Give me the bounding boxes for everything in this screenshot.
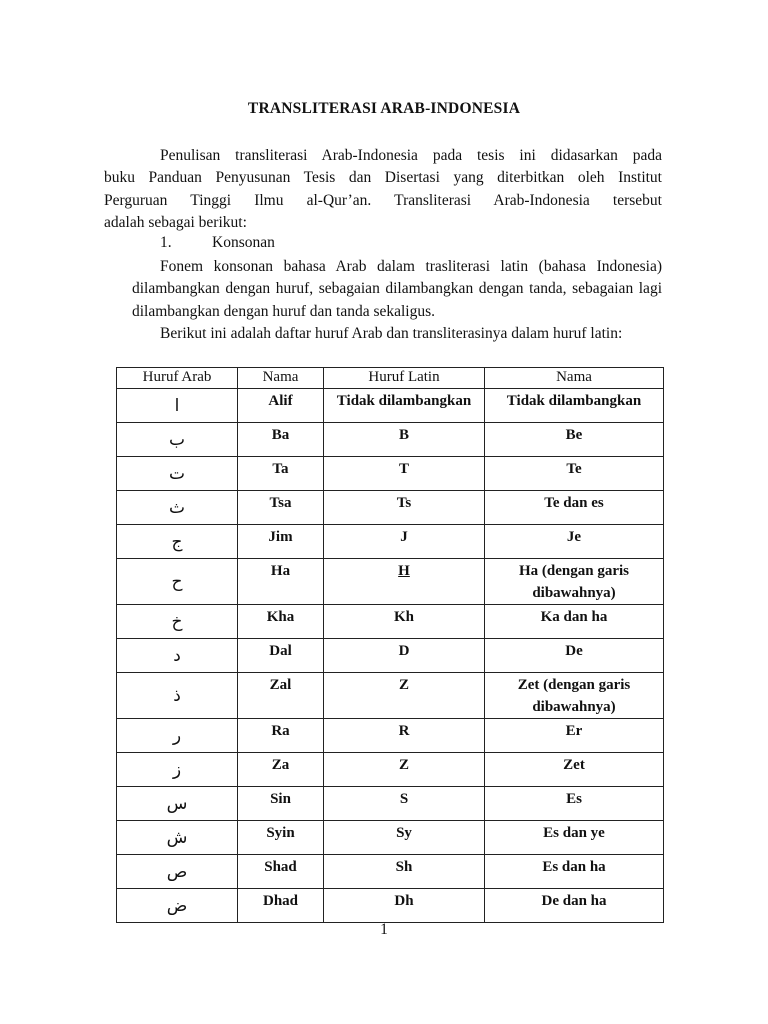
cell-nama-latin: Er bbox=[485, 719, 664, 753]
cell-nama-latin: Es dan ha bbox=[485, 855, 664, 889]
cell-huruf-latin: R bbox=[324, 719, 485, 753]
table-row bbox=[117, 889, 664, 923]
cell-nama: Ba bbox=[238, 423, 324, 457]
cell-nama-latin: Te bbox=[485, 457, 664, 491]
table-row bbox=[117, 787, 664, 821]
section-number: 1. bbox=[160, 234, 172, 251]
table-row bbox=[117, 821, 664, 855]
cell-huruf-latin: Tidak dilambangkan bbox=[324, 389, 485, 423]
cell-huruf-arab: د bbox=[117, 639, 238, 673]
cell-nama-latin: Ka dan ha bbox=[485, 605, 664, 639]
cell-huruf-arab: ز bbox=[117, 753, 238, 787]
cell-huruf-latin: Z bbox=[324, 753, 485, 787]
intro-line: Perguruan Tinggi Ilmu al-Qur’an. Transliterasi Arab-Indonesia tersebut bbox=[104, 191, 662, 209]
cell-nama: Syin bbox=[238, 821, 324, 855]
table-row bbox=[117, 673, 664, 719]
cell-nama-latin: Ha (dengan garis dibawahnya) bbox=[485, 559, 664, 605]
section-heading bbox=[160, 234, 275, 252]
cell-nama: Za bbox=[238, 753, 324, 787]
cell-huruf-latin: Sy bbox=[324, 821, 485, 855]
cell-huruf-arab: خ bbox=[117, 605, 238, 639]
table-row bbox=[117, 753, 664, 787]
cell-huruf-arab: ر bbox=[117, 719, 238, 753]
cell-huruf-arab: ش bbox=[117, 821, 238, 855]
column-header-nama-latin: Nama bbox=[485, 368, 664, 389]
page-number: 1 bbox=[380, 921, 388, 938]
table-row bbox=[117, 719, 664, 753]
table-row bbox=[117, 423, 664, 457]
cell-nama: Dal bbox=[238, 639, 324, 673]
cell-nama: Tsa bbox=[238, 491, 324, 525]
cell-nama: Jim bbox=[238, 525, 324, 559]
cell-huruf-arab: ب bbox=[117, 423, 238, 457]
intro-line: buku Panduan Penyusunan Tesis dan Disertasi yang diterbitkan oleh Institut bbox=[104, 169, 662, 187]
cell-nama-latin: Zet bbox=[485, 753, 664, 787]
cell-huruf-arab: ص bbox=[117, 855, 238, 889]
cell-nama: Ta bbox=[238, 457, 324, 491]
table-row bbox=[117, 457, 664, 491]
cell-huruf-arab: ا bbox=[117, 389, 238, 423]
cell-huruf-latin: Dh bbox=[324, 889, 485, 923]
cell-nama: Ra bbox=[238, 719, 324, 753]
consonant-paragraph: Fonem konsonan bahasa Arab dalam trasliterasi latin (bahasa Indonesia) dilambangkan dengan huruf, sebagaian dilambangkan dengan tanda, sebagaian lagi dilambangkan dengan huruf dan tanda sekaligus. bbox=[132, 258, 662, 320]
cell-nama-latin: Be bbox=[485, 423, 664, 457]
table-row bbox=[117, 639, 664, 673]
cell-nama: Alif bbox=[238, 389, 324, 423]
cell-nama-latin: De dan ha bbox=[485, 889, 664, 923]
cell-huruf-arab: ت bbox=[117, 457, 238, 491]
cell-nama-latin: Te dan es bbox=[485, 491, 664, 525]
cell-huruf-latin: Sh bbox=[324, 855, 485, 889]
cell-huruf-latin: D bbox=[324, 639, 485, 673]
cell-nama-latin: Tidak dilambangkan bbox=[485, 389, 664, 423]
cell-huruf-latin: Z bbox=[324, 673, 485, 719]
cell-nama-latin: Je bbox=[485, 525, 664, 559]
list-intro-paragraph: Berikut ini adalah daftar huruf Arab dan transliterasinya dalam huruf latin: bbox=[160, 325, 623, 342]
table-header-row bbox=[117, 368, 664, 389]
cell-nama: Zal bbox=[238, 673, 324, 719]
cell-huruf-latin: Kh bbox=[324, 605, 485, 639]
transliteration-table bbox=[116, 367, 664, 923]
column-header-huruf-arab: Huruf Arab bbox=[117, 368, 238, 389]
intro-line: adalah sebagai berikut: bbox=[104, 213, 247, 231]
table-row bbox=[117, 389, 664, 423]
column-header-huruf-latin: Huruf Latin bbox=[324, 368, 485, 389]
cell-huruf-latin: H bbox=[324, 559, 485, 605]
cell-huruf-latin: J bbox=[324, 525, 485, 559]
cell-huruf-arab: ث bbox=[117, 491, 238, 525]
table-row bbox=[117, 855, 664, 889]
page-title: TRANSLITERASI ARAB-INDONESIA bbox=[247, 100, 521, 117]
cell-nama: Dhad bbox=[238, 889, 324, 923]
cell-nama-latin: Es bbox=[485, 787, 664, 821]
cell-nama-latin: De bbox=[485, 639, 664, 673]
table-body bbox=[117, 389, 664, 923]
cell-nama: Ha bbox=[238, 559, 324, 605]
cell-huruf-arab: ج bbox=[117, 525, 238, 559]
intro-paragraph bbox=[104, 145, 662, 234]
cell-huruf-latin: T bbox=[324, 457, 485, 491]
cell-huruf-arab: س bbox=[117, 787, 238, 821]
cell-nama-latin: Zet (dengan garis dibawahnya) bbox=[485, 673, 664, 719]
table-row bbox=[117, 525, 664, 559]
cell-huruf-latin: B bbox=[324, 423, 485, 457]
cell-huruf-arab: ح bbox=[117, 559, 238, 605]
cell-nama: Sin bbox=[238, 787, 324, 821]
cell-nama: Shad bbox=[238, 855, 324, 889]
column-header-nama: Nama bbox=[238, 368, 324, 389]
intro-line: Penulisan transliterasi Arab-Indonesia pada tesis ini didasarkan pada bbox=[160, 147, 662, 164]
section-label: Konsonan bbox=[212, 234, 275, 251]
table-row bbox=[117, 605, 664, 639]
cell-huruf-arab: ض bbox=[117, 889, 238, 923]
cell-huruf-latin: S bbox=[324, 787, 485, 821]
cell-nama-latin: Es dan ye bbox=[485, 821, 664, 855]
cell-nama: Kha bbox=[238, 605, 324, 639]
cell-huruf-latin: Ts bbox=[324, 491, 485, 525]
table-row bbox=[117, 559, 664, 605]
table-row bbox=[117, 491, 664, 525]
cell-huruf-arab: ذ bbox=[117, 673, 238, 719]
